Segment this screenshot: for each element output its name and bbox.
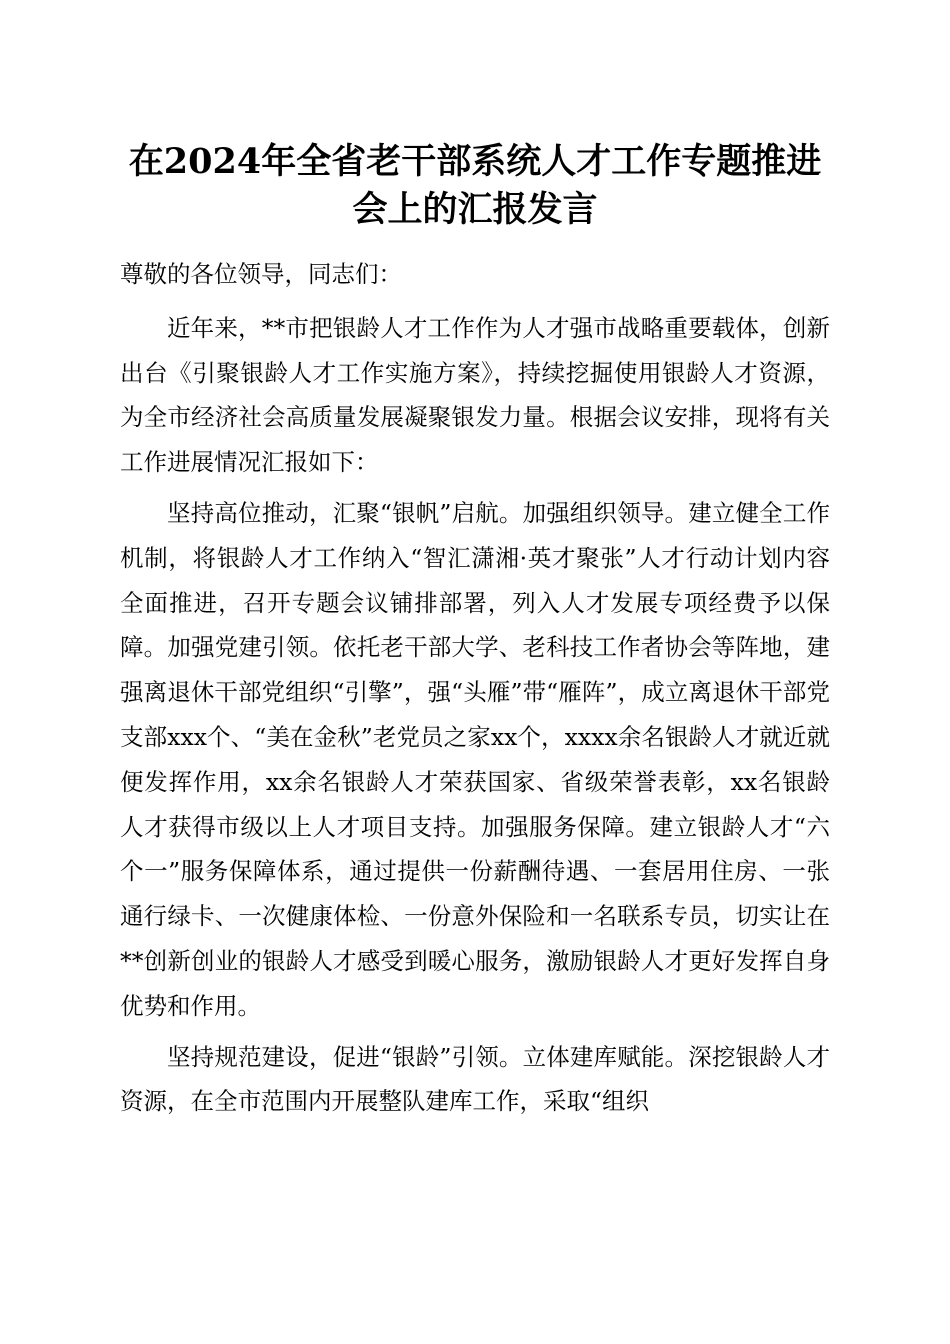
salutation: 尊敬的各位领导，同志们： [120,260,402,288]
document-body [120,252,830,1124]
paragraph-section-2: 坚持规范建设，促进“银龄”引领。立体建库赋能。深挖银龄人才资源，在全市范围内开展整队建库工作，采取“组织 [120,1042,830,1116]
document-title [100,138,850,234]
title-line-1: 在2024年全省老干部系统人才工作专题推进 [128,141,822,182]
paragraph-section-1: 坚持高位推动，汇聚“银帆”启航。加强组织领导。建立健全工作机制，将银龄人才工作纳入“智汇潇湘·英才聚张”人才行动计划内容全面推进，召开专题会议铺排部署，列入人才发展专项经费予以保障。加强党建引领。依托老干部大学、老科技工作者协会等阵地，建强离退休干部党组织“引擎”，强“头雁”带“雁阵”，成立离退休干部党支部xxx个、“美在金秋”老党员之家xx个，xxxx余名银龄人才就近就便发挥作用，xx余名银龄人才荣获国家、省级荣誉表彰，xx名银龄人才获得市级以上人才项目支持。加强服务保障。建立银龄人才“六个一”服务保障体系，通过提供一份薪酬待遇、一套居用住房、一张通行绿卡、一次健康体检、一份意外保险和一名联系专员，切实让在**创新创业的银龄人才感受到暖心服务，激励银龄人才更好发挥自身优势和作用。 [120,498,830,1020]
title-line-2: 会上的汇报发言 [352,189,598,230]
paragraph-intro: 近年来，**市把银龄人才工作作为人才强市战略重要载体，创新出台《引聚银龄人才工作实施方案》，持续挖掘使用银龄人才资源，为全市经济社会高质量发展凝聚银发力量。根据会议安排，现将有关工作进展情况汇报如下： [120,313,830,477]
